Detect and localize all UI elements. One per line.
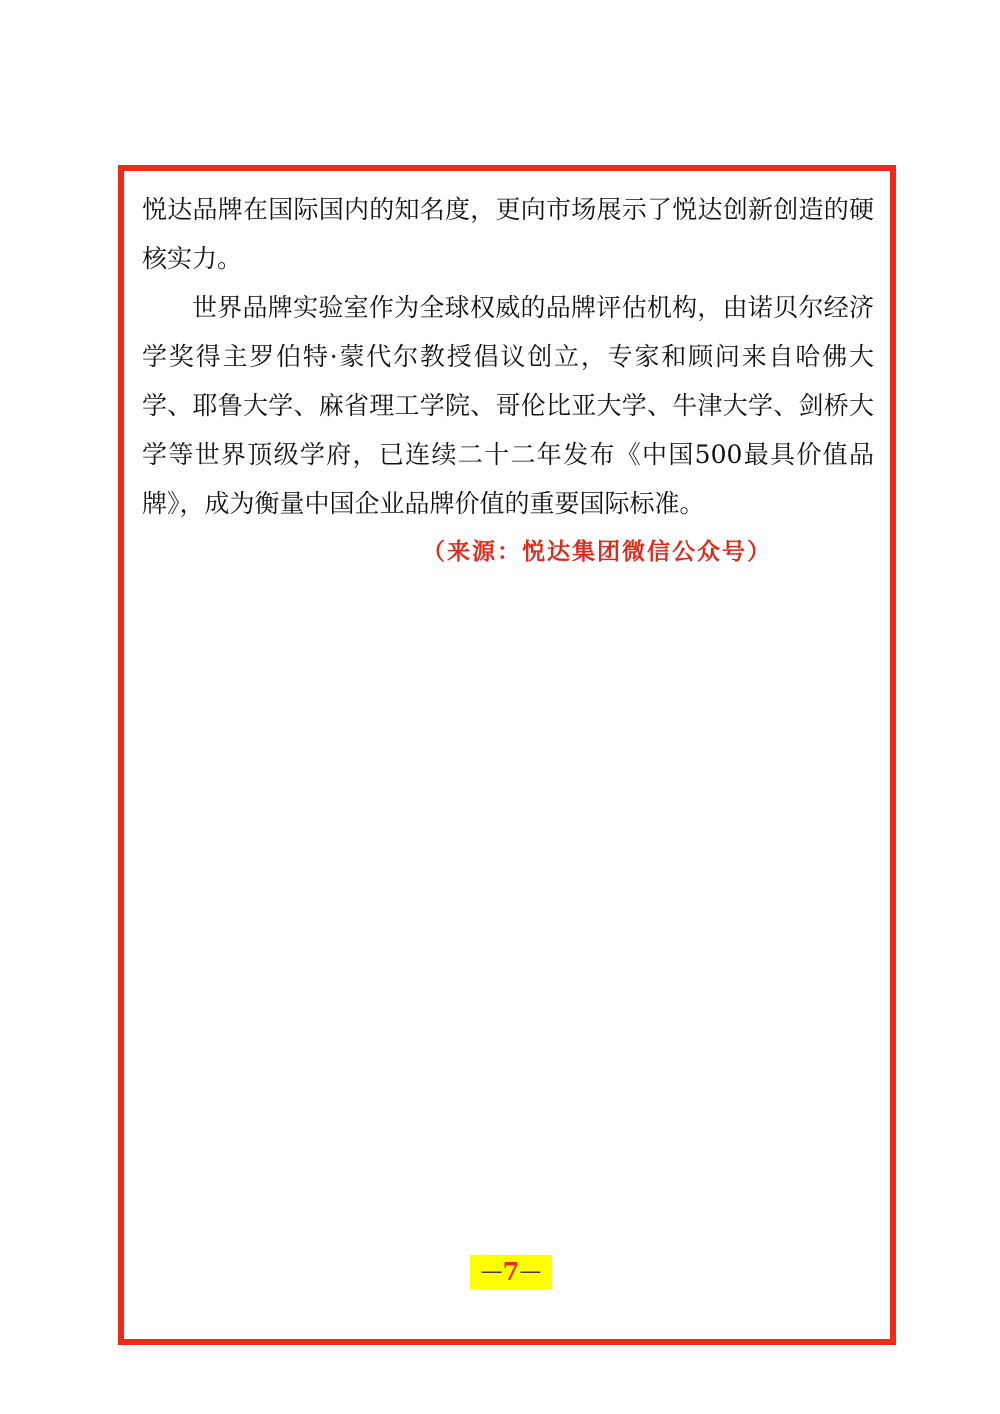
page-number-right-dash: — xyxy=(519,1259,542,1284)
source-attribution: （来源：悦达集团微信公众号） xyxy=(422,538,772,565)
page-number xyxy=(470,1255,552,1289)
page-number-value: 7 xyxy=(502,1257,520,1286)
article-body xyxy=(142,185,874,574)
paragraph-continuation: 悦达品牌在国际国内的知名度，更向市场展示了悦达创新创造的硬核实力。 xyxy=(142,195,874,273)
page-number-left-dash: — xyxy=(480,1259,503,1284)
paragraph-world-brand-lab: 世界品牌实验室作为全球权威的品牌评估机构，由诺贝尔经济学奖得主罗伯特·蒙代尔教授倡议创立，专家和顾问来自哈佛大学、耶鲁大学、麻省理工学院、哥伦比亚大学、牛津大学、剑桥大学等世界顶级学府，已连续二十二年发布《中国500最具价值品牌》，成为衡量中国企业品牌价值的重要国际标准。 xyxy=(142,293,874,518)
page-border-frame xyxy=(118,165,896,1345)
